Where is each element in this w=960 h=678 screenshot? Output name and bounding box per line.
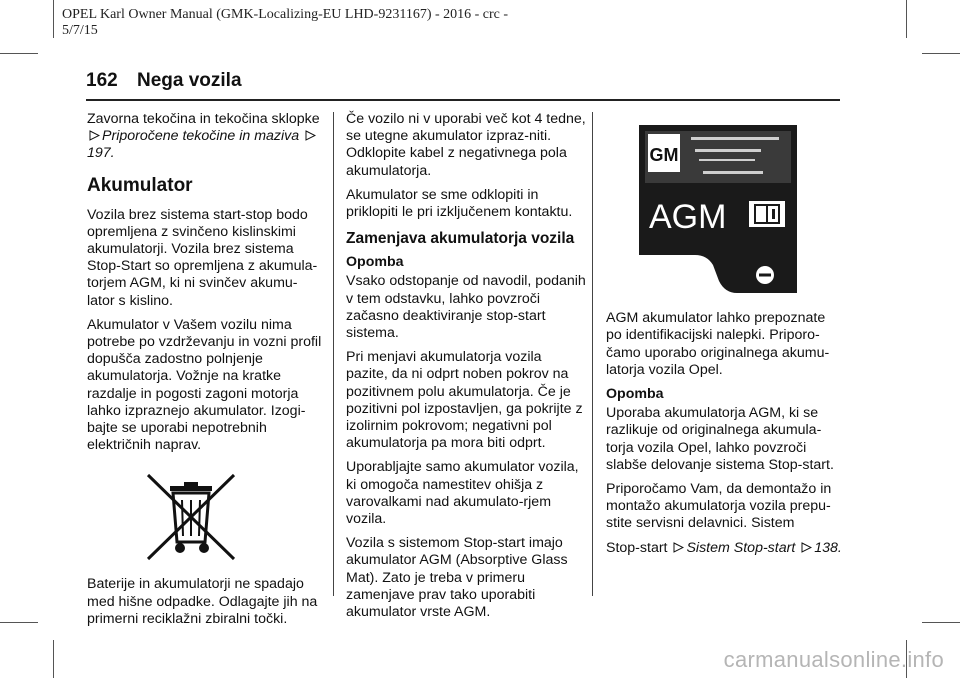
crop-mark	[0, 622, 38, 623]
agm-label-text: AGM	[649, 198, 727, 236]
paragraph: Akumulator se sme odklopiti in priklopiti le pri izključenem kontaktu.	[346, 186, 573, 221]
agm-battery-label	[639, 125, 797, 293]
crop-mark	[922, 622, 960, 623]
column-2	[346, 111, 586, 628]
header-rule	[86, 99, 840, 101]
note-text: Uporaba akumulatorja AGM, ki se razlikuje od originalnega akumula-torja vozila Opel, lahko povzroči slabše delovanje sistema Stop-start.	[606, 405, 834, 473]
column-1	[87, 111, 325, 635]
reference-arrow-icon	[305, 130, 316, 141]
cross-reference-link[interactable]: Priporočene tekočine in maziva	[102, 128, 300, 145]
paragraph: AGM akumulator lahko prepoznate po identifikacijski nalepki. Priporo-čamo uporabo originalnega akumu-latorja vozila Opel.	[606, 310, 830, 378]
note-text: Vsako odstopanje od navodil, podanih v tem odstavku, lahko povzroči začasno deaktiviranje stop-start sistema.	[346, 273, 586, 342]
watermark: carmanualsonline.info	[723, 647, 944, 672]
intro-text: Zavorna tekočina in tekočina sklopke	[87, 111, 320, 127]
intro-paragraph	[87, 111, 325, 163]
column-divider	[333, 112, 334, 596]
paragraph: Če vozilo ni v uporabi več kot 4 tedne, se utegne akumulator izpraz-niti. Odklopite kabel z negativnega pola akumulatorja.	[346, 111, 586, 179]
paragraph: Akumulator v Vašem vozilu nima potrebe po vzdrževanju in vozni profil dopušča zadostno polnjenje akumulatorja. Vožnje na kratke razdalje in pogosti zagoni motorja lahko izpraznejo akumulator. Izogi-bajte se uporabi nepotrebnih električnih naprav.	[87, 316, 322, 454]
note-label: Opomba	[346, 254, 404, 271]
page-number: 162	[86, 70, 118, 91]
reference-paragraph	[606, 540, 842, 557]
reference-arrow-icon	[673, 542, 684, 553]
crop-mark	[922, 53, 960, 54]
section-title: Nega vozila	[136, 70, 242, 91]
reference-arrow-icon	[801, 542, 812, 553]
paragraph: Priporočamo Vam, da demontažo in montažo akumulatorja vozila prepu-stite servisni delavnici. Sistem	[606, 481, 832, 532]
metadata-date: 5/7/15	[62, 23, 98, 38]
page-header	[86, 70, 256, 92]
section-heading: Akumulator	[87, 174, 193, 196]
print-metadata	[62, 7, 508, 39]
crossed-out-bin-icon	[144, 472, 238, 562]
reference-prefix: Stop-start	[606, 539, 668, 556]
crop-mark	[906, 0, 907, 38]
paragraph: Baterije in akumulatorji ne spadajo med hišne odpadke. Odlagajte jih na primerni reciklažni zbiralni točki.	[87, 576, 318, 627]
note-label: Opomba	[606, 386, 664, 403]
paragraph: Vozila brez sistema start-stop bodo opremljena z svinčeno kislinskimi akumulatorji. Vozila brez sistema Stop-Start so opremljena z akumula-torjem AGM, ki ni svinčev akumu-lator s kislino.	[87, 206, 318, 309]
crop-mark	[53, 640, 54, 678]
reference-arrow-icon	[89, 130, 100, 141]
column-divider	[592, 112, 593, 596]
cross-reference-link[interactable]: Sistem Stop-start	[686, 539, 796, 556]
cross-reference-page[interactable]: 197.	[87, 145, 115, 162]
cross-reference-page[interactable]: 138.	[814, 539, 842, 556]
paragraph: Uporabljajte samo akumulator vozila, ki omogoča namestitev ohišja z varovalkami nad akumulato-rjem vozila.	[346, 459, 579, 528]
crop-mark	[53, 0, 54, 38]
paragraph: Vozila s sistemom Stop-start imajo akumulator AGM (Absorptive Glass Mat). Zato je treba v primeru zamenjave prav tako uporabiti akumulator vrste AGM.	[346, 535, 568, 621]
column-3	[606, 111, 842, 564]
gm-logo: GM	[649, 145, 679, 165]
paragraph: Pri menjavi akumulatorja vozila pazite, da ni odprt noben pokrov na pozitivnem polu akumulatorja. Če je pozitivni pol izpostavljen, ga pokrijte z izolirnim pokrovom; negativni pol akumulatorja pa mora biti odprt.	[346, 349, 583, 452]
crop-mark	[0, 53, 38, 54]
subsection-heading: Zamenjava akumulatorja vozila	[346, 230, 575, 248]
metadata-line: OPEL Karl Owner Manual (GMK-Localizing-EU LHD-9231167) - 2016 - crc -	[62, 7, 509, 22]
